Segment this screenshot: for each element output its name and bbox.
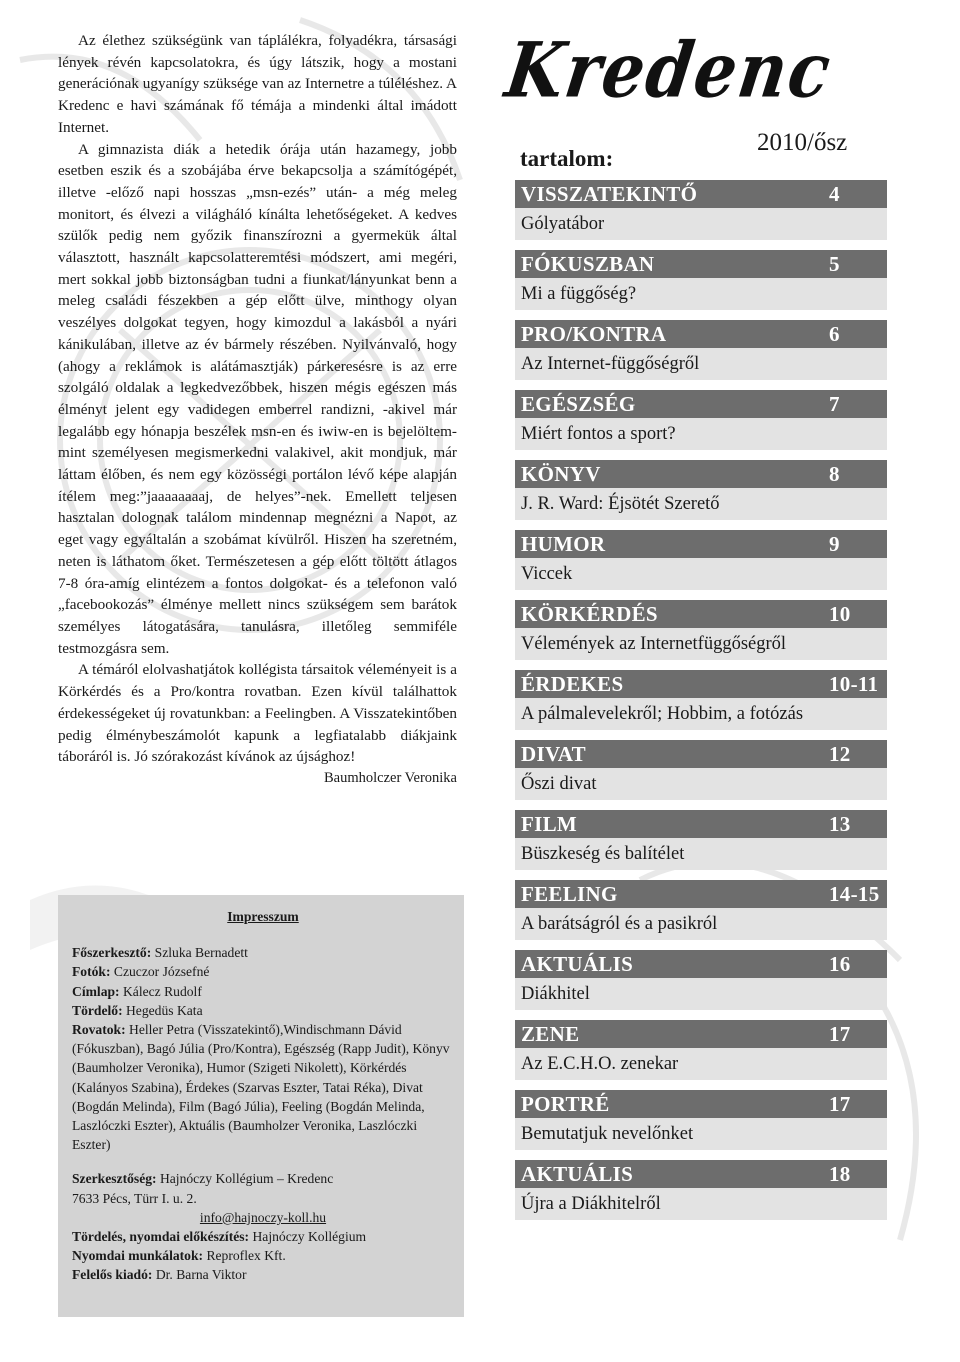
toc-description: Diákhitel [515,978,887,1010]
toc-section-name: AKTUÁLIS [521,951,634,976]
toc-page-number: 8 [829,461,840,486]
toc-page-number: 12 [829,741,851,766]
toc-item[interactable] [515,180,887,240]
toc-page-number: 6 [829,321,840,346]
toc-item[interactable] [515,460,887,520]
editorial-signature: Baumholczer Veronika [323,769,457,786]
toc-page-number: 10 [829,601,851,626]
toc-description: Az Internet-függőségről [515,348,887,380]
staff-editor: Főszerkesztő: Szluka Bernadett [72,945,248,961]
email-link[interactable]: info@hajnoczy-koll.hu [199,1209,327,1225]
toc-page-number: 10-11 [829,671,879,696]
toc-description: A barátságról és a pasikról [515,908,887,940]
office: Szerkesztőség: Hajnóczy Kollégium – Kredenc [72,1171,334,1187]
toc-item[interactable] [515,950,887,1010]
toc-section-header [515,740,887,768]
toc-section-header [515,180,887,208]
toc-section-header [515,1160,887,1188]
toc-page-number: 17 [829,1021,851,1046]
toc-section-header [515,250,887,278]
toc-section-name: AKTUÁLIS [521,1161,634,1186]
impresszum-box [58,895,464,1317]
toc-section-name: KÖRKÉRDÉS [521,601,658,626]
toc-description: Újra a Diákhitelről [515,1188,887,1220]
toc-section-name: HUMOR [521,531,606,556]
toc-section-name: FÓKUSZBAN [521,251,655,276]
toc-page-number: 18 [829,1161,851,1186]
toc-section-header [515,810,887,838]
toc-item[interactable] [515,320,887,380]
detail-publisher: Felelős kiadó: Dr. Barna Viktor [72,1267,247,1283]
kredenc-logo: Kredenc [500,25,838,115]
toc-description: A pálmalevelekről; Hobbim, a fotózás [515,698,887,730]
toc-description: Viccek [515,558,887,590]
toc-section-header [515,880,887,908]
editorial-paragraph-3: A témáról elolvashatjátok kollégista társaitok véleményeit is a Körkérdés és a Pro/kontra rovatban. Ezen kívül találhattok érdekességeket új rovatunkban: a Feelingben. A Visszatekintőben pedig élménybeszámolót kapunk a legfiatalabb diákjaink táboráról is. Jó szórakozást kívánok az újsághoz! [58,661,457,766]
detail-printing: Nyomdai munkálatok: Reproflex Kft. [72,1248,286,1264]
toc-description: Őszi divat [515,768,887,800]
toc-item[interactable] [515,880,887,940]
editorial-paragraph-2: A gimnazista diák a hetedik órája után hazamegy, jobb esetben eszik és a szobájába érve bekapcsolja a számítógépét, illetve -előző napi hosszas „msn-ezés” után- a még meleg monitort, és élvezi a világháló kínálta lehetőségeket. A kedves szülők pedig nem győzik finanszírozni a gyermekük által választott, használt kapcsolatteremtési módszert, ami megéri, mert sokkal jobb biztonságban tudni a fiunkat/lányunkat benn a meleg családi fészekben a gép előtt ülve, minthogy olyan veszélyes dolgokat tegyen, hogy kimozdul a lakásból a nyári kánikulában, illetve az év bármely részében. Nyilvánvaló, hogy (ahogy a reklámok is alátámasztják) párkeresésre is az erre szolgáló oldalak a legkedvezőbbek, hiszen mégis egészen más élményt jelent egy vadidegen emberrel randizni, -akivel már legalább egy hónapja beszélek msn-en és iwiw-en is bejelöltem-mint személyesen megismerkedni valakivel, akit mondjuk, már láttam élőben, és nem egy közösségi portálon lévő képe alapján ítélem meg:”jaaaaaaaaj, de helyes”-nek. Emellett teljesen hasztalan dolognak találom mindennap megnézni a Napot, az eget vagy egyáltalán a szobámat kívülről. Hiszen ha szeretném, neten is láthatom őket. Természetesen a gép előtt töltött átlagos 7-8 óra-amíg elintézem a fontos dolgokat- és a telefonon való „facebookozás” élménye mellett nincs szükségem sem barátok személyes látogatására, tanulásra, illetőleg semmiféle testmozgásra sem. [58,140,457,657]
toc-title: tartalom: [520,146,614,171]
toc-item[interactable] [515,670,887,730]
toc-section-name: ZENE [521,1021,580,1046]
staff-cover: Címlap: Kálecz Rudolf [72,983,202,999]
toc-section-header [515,950,887,978]
toc-section-name: DIVAT [521,741,586,766]
toc-section-header [515,1090,887,1118]
impresszum-title: Impresszum [227,909,299,924]
toc-item[interactable] [515,740,887,800]
toc-section-header [515,530,887,558]
toc-section-name: FEELING [521,881,618,906]
toc-description: J. R. Ward: Éjsötét Szerető [515,488,887,520]
toc-page-number: 4 [829,181,840,206]
toc-section-name: ÉRDEKES [521,671,624,696]
staff-layout: Tördelő: Hegedüs Kata [72,1002,203,1018]
address: 7633 Pécs, Türr I. u. 2. [72,1190,197,1206]
toc-section-header [515,670,887,698]
toc-item[interactable] [515,600,887,660]
toc-description: Miért fontos a sport? [515,418,887,450]
table-of-contents [515,180,887,1230]
editorial-paragraph-1: Az élethez szükségünk van táplálékra, folyadékra, társasági lények révén kapcsolatokra, és úgy látszik, hogy a mostani generációnak ugyanígy szüksége van az Internetre a túléléshez. A Kredenc e havi számának fő témája a mindenki által imádott Internet. [58,32,457,136]
toc-item[interactable] [515,530,887,590]
toc-section-header [515,390,887,418]
toc-description: Az E.C.H.O. zenekar [515,1048,887,1080]
toc-section-name: PORTRÉ [521,1091,610,1116]
editorial-column [58,30,457,790]
toc-section-name: VISSZATEKINTŐ [521,181,698,206]
detail-prepress: Tördelés, nyomdai előkészítés: Hajnóczy Kollégium [72,1229,367,1245]
toc-item[interactable] [515,250,887,310]
toc-page-number: 9 [829,531,840,556]
toc-section-header [515,600,887,628]
issue-label: 2010/ősz [757,129,848,156]
toc-description: Bemutatjuk nevelőnket [515,1118,887,1150]
toc-page-number: 5 [829,251,840,276]
toc-page-number: 14-15 [829,881,880,906]
toc-item[interactable] [515,810,887,870]
toc-description: Mi a függőség? [515,278,887,310]
toc-page-number: 7 [829,391,840,416]
toc-description: Gólyatábor [515,208,887,240]
toc-section-name: FILM [521,811,578,836]
toc-page-number: 13 [829,811,851,836]
toc-section-name: PRO/KONTRA [521,321,667,346]
toc-description: Büszkeség és balítélet [515,838,887,870]
toc-section-name: KÖNYV [521,461,601,486]
toc-section-header [515,460,887,488]
toc-item[interactable] [515,1020,887,1080]
toc-page-number: 17 [829,1091,851,1116]
toc-section-name: EGÉSZSÉG [521,391,636,416]
toc-page-number: 16 [829,951,851,976]
staff-photos: Fotók: Czuczor Józsefné [72,964,210,980]
toc-section-header [515,320,887,348]
toc-item[interactable] [515,390,887,450]
toc-section-header [515,1020,887,1048]
toc-item[interactable] [515,1090,887,1150]
toc-item[interactable] [515,1160,887,1220]
staff-columns: Rovatok: Heller Petra (Visszatekintő),Windischmann Dávid (Fókuszban), Bagó Júlia (Pro/Kontra), Egészség (Rapp Judit), Könyv (Baumholzer Veronika), Humor (Szigeti Nikolett), Körkérdés (Kalányos Szabina), Érdekes (Szarvas Eszter, Tatai Réka), Divat (Bogdán Melinda), Film (Bagó Júlia), Feeling (Bogdán Melinda, Laszlóczki Eszter), Aktuális (Baumholzer Veronika, Laszlóczki Eszter) [72,1022,450,1153]
toc-description: Vélemények az Internetfüggőségről [515,628,887,660]
